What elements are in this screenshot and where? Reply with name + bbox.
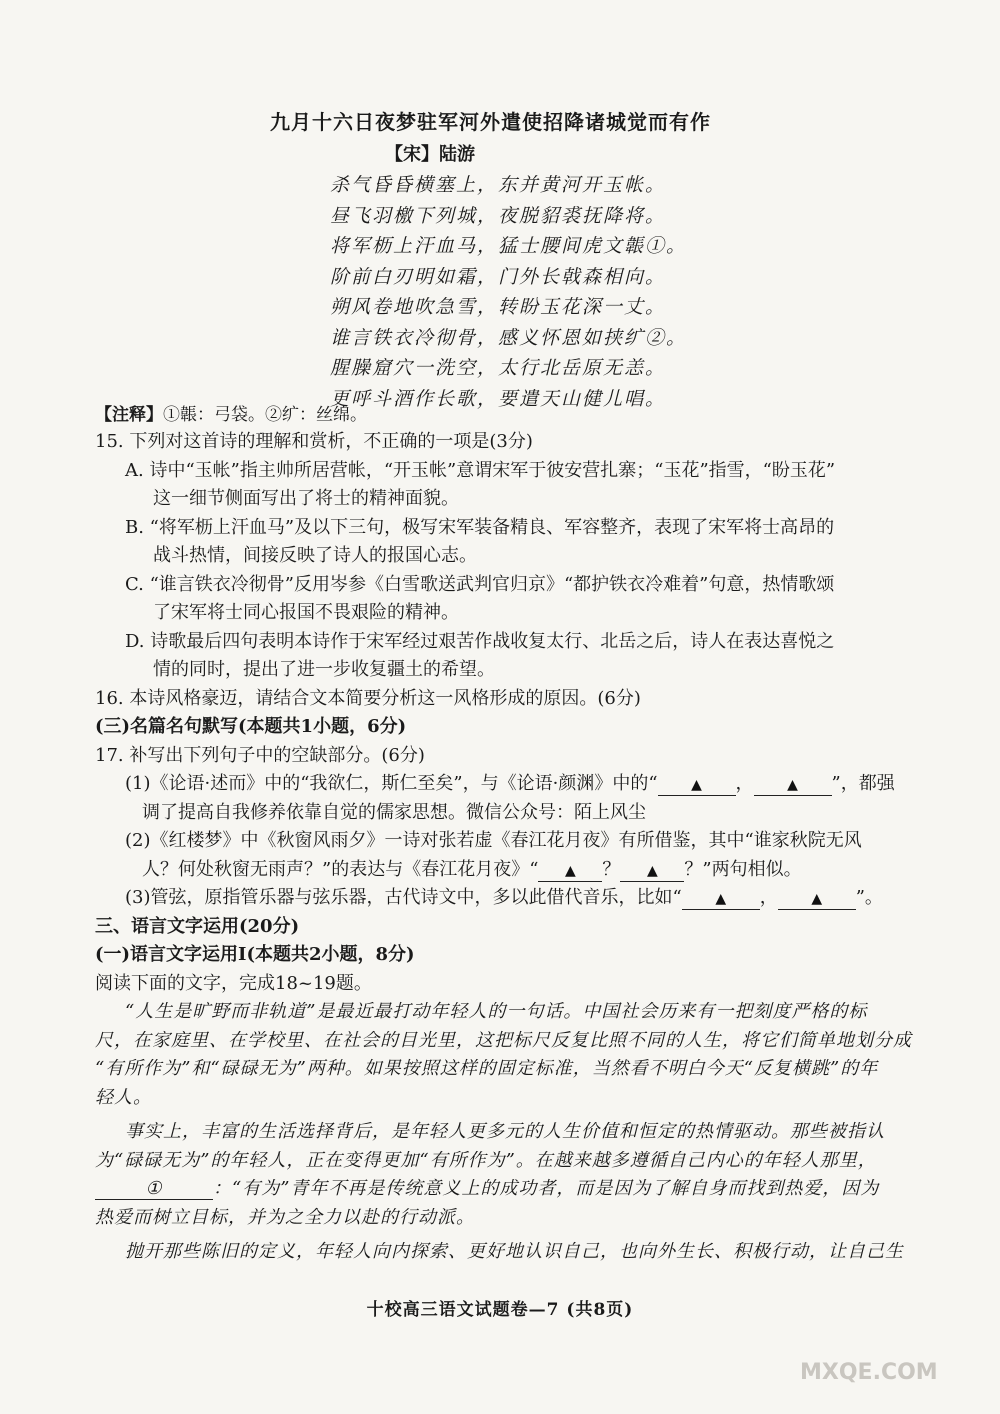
q17-2-end: ？”两句相似。 (684, 858, 802, 880)
passage-line (95, 1175, 880, 1204)
poem-title: 九月十六日夜梦驻军河外遣使招降诸城觉而有作 (270, 110, 711, 134)
q17-3-sep: ， (759, 887, 778, 908)
option-a-cont: 这一细节侧面写出了将士的精神面貌。 (153, 488, 459, 509)
section-heading-recitation: (三)名篇名句默写(本题共1小题，6分) (95, 716, 407, 737)
answer-blank[interactable] (754, 774, 832, 796)
question-15-stem: 15. 下列对这首诗的理解和赏析，不正确的一项是(3分) (95, 431, 533, 452)
answer-blank[interactable] (538, 860, 602, 882)
answer-blank[interactable] (778, 888, 856, 910)
q17-2-text: 人？何处秋窗无雨声？”的表达与《春江花月夜》“ (142, 858, 539, 880)
option-b-cont: 战斗热情，间接反映了诗人的报国心志。 (153, 545, 477, 566)
poem-line: 将军枥上汗血马，猛士腰间虎文韔①。 (330, 235, 688, 257)
option-d-cont: 情的同时，提出了进一步收复疆土的希望。 (153, 659, 495, 680)
question-17-2: (2)《红楼梦》中《秋窗风雨夕》一诗对张若虚《春江花月夜》有所借鉴，其中“谁家秋院无风 (125, 830, 862, 851)
questions-body (95, 428, 912, 1267)
triangle-mark: ▲ (647, 862, 658, 879)
answer-blank-1[interactable] (95, 1179, 213, 1200)
passage-line: 为“碌碌无为”的年轻人，正在变得更加“有所作为”。在越来越多遵循自己内心的年轻人那里， (95, 1149, 877, 1171)
question-17-3 (95, 884, 883, 913)
option-c: C. “谁言铁衣冷彻骨”反用岑参《白雪歌送武判官归京》“都护铁衣冷难着”句意，热情歌颂 (125, 573, 835, 595)
poem-line: 阶前白刃明如霜，门外长戟森相向。 (330, 265, 667, 288)
passage-line: “有所作为”和“碌碌无为”两种。如果按照这样的固定标准，当然看不明白今天“反复横跳”的年 (95, 1058, 879, 1079)
q17-1-sep: ， (735, 773, 754, 794)
q17-1-text: (1)《论语·述而》中的“我欲仁，斯仁至矣”，与《论语·颜渊》中的“ (125, 773, 658, 794)
notes-label: 【注释】 (95, 405, 163, 425)
poem-body (330, 170, 687, 414)
poem-line: 昼飞羽檄下列城，夜脱貂裘抚降将。 (330, 204, 667, 227)
passage-line: 抛开那些陈旧的定义，年轻人向内探索、更好地认识自己，也向外生长、积极行动，让自己生 (125, 1241, 904, 1262)
passage-line: 热爱而树立目标，并为之全力以赴的行动派。 (95, 1206, 475, 1228)
poem-line: 更呼斗酒作长歌，要遣天山健儿唱。 (330, 387, 667, 410)
poem-notes (95, 400, 367, 425)
passage-line: “人生是旷野而非轨道”是最近最打动年轻人的一句话。中国社会历来有一把刻度严格的标 (125, 1001, 868, 1022)
poem-line: 朔风卷地吹急雪，转盼玉花深一丈。 (330, 296, 667, 318)
passage-line: 尺，在家庭里、在学校里、在社会的目光里，这把标尺反复比照不同的人生，将它们简单地划分成 (95, 1029, 912, 1051)
question-16: 16. 本诗风格豪迈，请结合文本简要分析这一风格形成的原因。(6分) (95, 687, 641, 709)
question-17-2-cont (95, 856, 875, 885)
page-footer: 十校高三语文试题卷—7 (共8页) (366, 1300, 634, 1320)
q17-2-sep: ？ (602, 858, 621, 880)
answer-blank[interactable] (682, 888, 760, 910)
option-d: D. 诗歌最后四句表明本诗作于宋军经过艰苦作战收复太行、北岳之后，诗人在表达喜悦之 (125, 630, 835, 652)
option-b: B. “将军枥上汗血马”及以下三句，极写宋军装备精良、军容整齐，表现了宋军将士高昂的 (125, 516, 835, 538)
section-heading-language-1: (一)语言文字运用Ⅰ(本题共2小题，8分) (95, 944, 415, 965)
option-a: A. 诗中“玉帐”指主帅所居营帐，“开玉帐”意谓宋军于彼安营扎寨；“玉花”指雪，“盼玉花” (125, 459, 836, 481)
poem-author: 【宋】陆游 (385, 144, 475, 165)
triangle-mark: ▲ (691, 777, 702, 793)
notes-text: ①韔：弓袋。②纩：丝绵。 (163, 405, 367, 425)
answer-blank[interactable] (658, 774, 736, 796)
question-17-stem: 17. 补写出下列句子中的空缺部分。(6分) (95, 744, 425, 766)
q17-3-end: ”。 (855, 887, 883, 908)
part-heading-language: 三、语言文字运用(20分) (95, 915, 300, 937)
triangle-mark: ▲ (565, 862, 576, 879)
reading-instruction: 阅读下面的文字，完成18~19题。 (95, 972, 372, 994)
poem-line: 腥臊窟穴一洗空，太行北岳原无恙。 (330, 357, 667, 379)
poem-line: 杀气昏昏横塞上，东并黄河开玉帐。 (330, 174, 667, 196)
triangle-mark: ▲ (787, 777, 798, 793)
poem-line: 谁言铁衣冷彻骨，感义怀恩如挟纩②。 (330, 326, 688, 349)
triangle-mark: ▲ (811, 891, 823, 907)
q17-3-text: (3)管弦，原指管乐器与弦乐器，古代诗文中，多以此借代音乐，比如“ (125, 887, 682, 908)
question-17-1-cont: 调了提高自我修养依靠自觉的儒家思想。微信公众号：陌上风尘 (142, 801, 646, 823)
question-17-1 (95, 770, 895, 799)
passage-line: 事实上，丰富的生活选择背后，是年轻人更多元的人生价值和恒定的热情驱动。那些被指认 (125, 1121, 885, 1142)
watermark-logo: MXQE.COM (800, 1360, 938, 1385)
q17-1-end: ”，都强 (831, 773, 895, 794)
triangle-mark: ▲ (715, 891, 727, 907)
blank-number: ① (145, 1178, 163, 1199)
answer-blank[interactable] (620, 860, 684, 882)
passage-line: 轻人。 (95, 1086, 152, 1108)
passage-text: ：“有为”青年不再是传统意义上的成功者，而是因为了解自身而找到热爱，因为 (213, 1178, 880, 1199)
option-c-cont: 了宋军将士同心报国不畏艰险的精神。 (153, 602, 459, 623)
